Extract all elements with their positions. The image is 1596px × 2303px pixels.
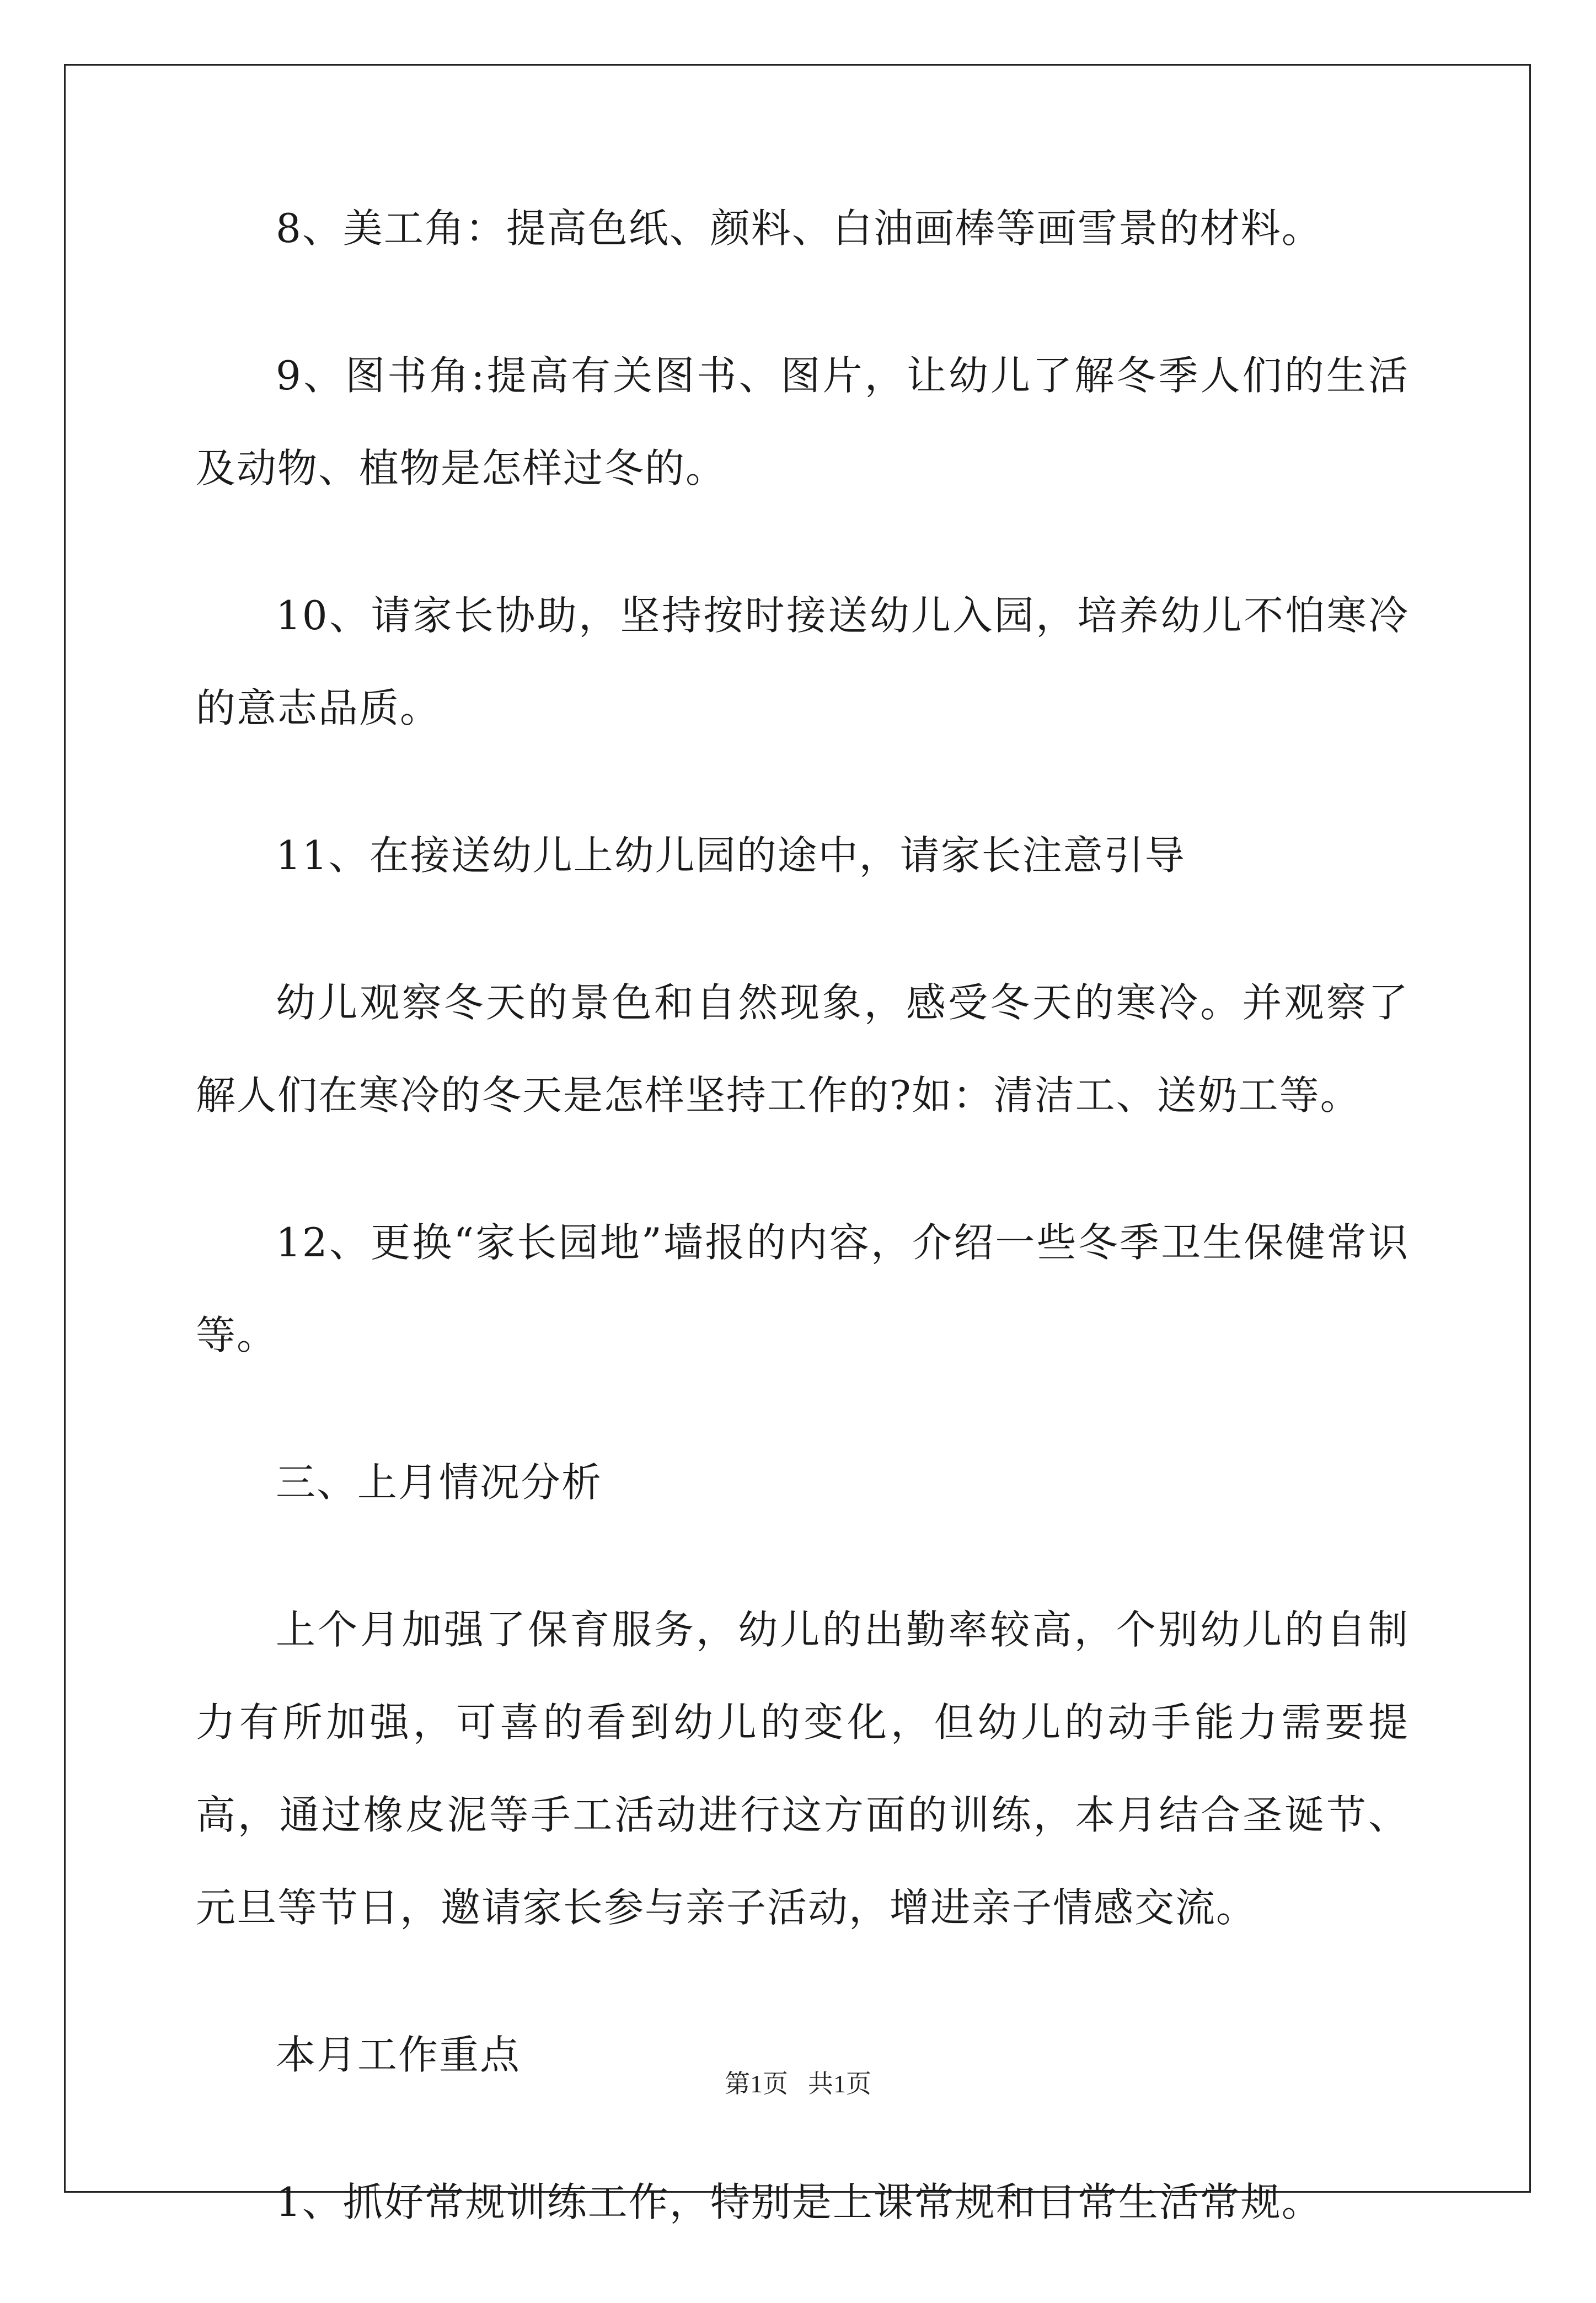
paragraph-book-corner: 9、图书角:提高有关图书、图片，让幼儿了解冬季人们的生活及动物、植物是怎样过冬的。 — [196, 352, 1409, 491]
paragraph-last-month-analysis: 上个月加强了保育服务，幼儿的出勤率较高，个别幼儿的自制力有所加强，可喜的看到幼儿的变化，但幼儿的动手能力需要提高，通过橡皮泥等手工活动进行这方面的训练，本月结合圣诞节、元旦等节日，邀请家长参与亲子活动，增进亲子情感交流。 — [196, 1606, 1409, 1931]
page-number-current: 第1页 — [725, 2070, 788, 2098]
paragraph-parent-board: 12、更换“家长园地”墙报的内容，介绍一些冬季卫生保健常识等。 — [196, 1219, 1409, 1358]
paragraph-parents-guide: 11、在接送幼儿上幼儿园的途中，请家长注意引导 — [276, 832, 1186, 879]
page-footer — [0, 2064, 1596, 2100]
paragraph-observe-winter: 幼儿观察冬天的景色和自然现象，感受冬天的寒冷。并观察了解人们在寒冷的冬天是怎样坚持工作的?如：清洁工、送奶工等。 — [196, 979, 1409, 1118]
paragraph-routine-training: 1、抓好常规训练工作，特别是上课常规和日常生活常规。 — [276, 2179, 1322, 2225]
section-heading-last-month: 三、上月情况分析 — [276, 1459, 603, 1506]
paragraph-parents-punctual: 10、请家长协助，坚持按时接送幼儿入园，培养幼儿不怕寒冷的意志品质。 — [196, 592, 1409, 731]
document-body — [196, 182, 1409, 2303]
section-heading-focus: 本月工作重点 — [276, 2032, 521, 2078]
page-number-total: 共1页 — [808, 2070, 871, 2098]
paragraph-art-corner: 8、美工角：提高色纸、颜料、白油画棒等画雪景的材料。 — [276, 205, 1322, 251]
